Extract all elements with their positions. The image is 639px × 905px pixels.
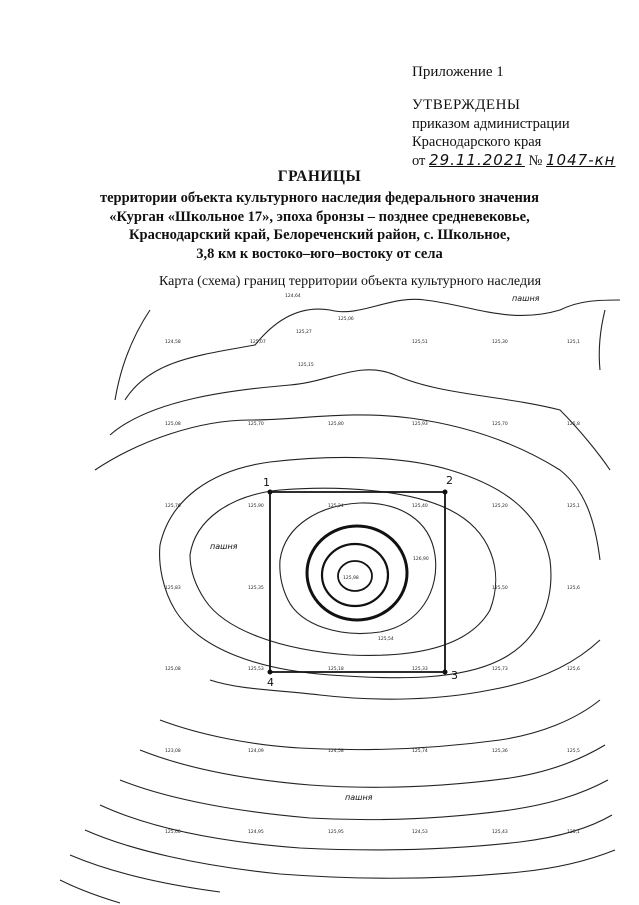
order-number: 1047-кн — [546, 151, 616, 169]
elevation-mark: 124,09 — [248, 749, 264, 754]
map-caption: Карта (схема) границ территории объекта культурного наследия — [158, 274, 542, 289]
elevation-mark: 124,58 — [328, 749, 344, 754]
contour-line — [100, 805, 612, 850]
elevation-mark: 125,70 — [492, 422, 508, 427]
elevation-mark: 125,18 — [328, 667, 344, 672]
elevation-mark: 125,24 — [328, 504, 344, 509]
corner-label-4: 4 — [267, 676, 274, 689]
elevation-mark: 125,95 — [328, 830, 344, 835]
elevation-mark: 125,30 — [492, 340, 508, 345]
corner-label-2: 2 — [446, 474, 453, 487]
elevation-mark: 125,6 — [567, 586, 580, 591]
boundary-point-4 — [268, 670, 273, 675]
elevation-mark: 125,08 — [165, 667, 181, 672]
elevation-mark: 125,35 — [248, 586, 264, 591]
elevation-mark: 125,27 — [296, 330, 312, 335]
boundary-point-3 — [443, 670, 448, 675]
elevation-mark: 125,74 — [412, 749, 428, 754]
elevation-mark: 124,53 — [412, 830, 428, 835]
elevation-mark: 125,70 — [248, 422, 264, 427]
elevation-mark: 125,43 — [492, 830, 508, 835]
elevation-mark: 125,6 — [567, 667, 580, 672]
corner-label-3: 3 — [451, 669, 458, 682]
contour-line — [85, 830, 615, 878]
contour-line — [160, 457, 551, 677]
order-date: 29.11.2021 — [429, 151, 525, 169]
elevation-mark: 125,80 — [328, 422, 344, 427]
date-prefix: от — [412, 153, 426, 169]
land-label-arable-ne: пашня — [512, 294, 540, 303]
contour-lines — [60, 299, 620, 903]
contour-line — [140, 745, 605, 787]
elevation-mark: 125,08 — [165, 422, 181, 427]
title-line-2: «Курган «Школьное 17», эпоха бронзы – позднее средневековье, — [109, 208, 530, 225]
title-line-1: территории объекта культурного наследия федерального значения — [99, 190, 539, 206]
contour-line — [125, 299, 620, 400]
contour-line — [110, 370, 610, 470]
boundary-point-1 — [268, 490, 273, 495]
elevation-mark: 125,8 — [567, 422, 580, 427]
document-title: ГРАНИЦЫ — [277, 168, 362, 185]
elevation-mark: 125,1 — [567, 504, 580, 509]
contour-line — [95, 415, 600, 560]
elevation-mark: 125,93 — [412, 422, 428, 427]
title-block — [0, 168, 639, 263]
contour-line — [115, 310, 150, 400]
land-label-arable-s: пашня — [345, 793, 373, 802]
approved-label: УТВЕРЖДЕНЫ — [412, 97, 521, 113]
elevation-mark: 124,58 — [165, 340, 181, 345]
elevation-mark: 125,83 — [165, 586, 181, 591]
contour-line — [70, 855, 220, 892]
elevation-mark: 125,54 — [378, 637, 394, 642]
elevation-mark: 125,1 — [567, 830, 580, 835]
elevation-mark: 125,1 — [567, 340, 580, 345]
elevation-mark: 125,60 — [165, 830, 181, 835]
order-line-1: приказом администрации — [412, 116, 570, 132]
contour-line — [190, 488, 496, 655]
elevation-mark: 125,73 — [492, 667, 508, 672]
order-line-2: Краснодарского края — [412, 134, 542, 150]
elevation-mark: 125,15 — [298, 363, 314, 368]
mound-contours — [307, 526, 407, 620]
elevation-mark: 125,5 — [567, 749, 580, 754]
elevation-mark: 124,64 — [285, 294, 301, 299]
corner-labels — [263, 474, 458, 689]
mound-contour-middle — [322, 544, 388, 606]
elevation-mark: 126,90 — [413, 557, 429, 562]
elevation-mark: 125,40 — [412, 504, 428, 509]
elevation-mark: 125,06 — [338, 317, 354, 322]
contour-map — [0, 290, 639, 905]
elevation-mark: 125,76 — [165, 504, 181, 509]
elevation-mark: 125,51 — [412, 340, 428, 345]
title-line-4: 3,8 км к востоко–юго–востоку от села — [196, 245, 443, 262]
title-line-3: Краснодарский край, Белореченский район, с. Школьное, — [129, 227, 510, 244]
territory-boundary — [270, 492, 445, 672]
elevation-mark: 125,90 — [248, 504, 264, 509]
elevation-mark: 124,95 — [248, 830, 264, 835]
land-label-arable-w: пашня — [210, 542, 238, 551]
corner-label-1: 1 — [263, 476, 270, 489]
elevation-mark: 125,36 — [492, 749, 508, 754]
elevation-mark: 125,53 — [248, 667, 264, 672]
elevation-mark: 125,33 — [412, 667, 428, 672]
appendix-label: Приложение 1 — [412, 64, 504, 80]
contour-line — [280, 503, 436, 633]
elevation-mark: 125,07 — [250, 340, 266, 345]
contour-line — [60, 880, 120, 903]
elevation-mark: 125,20 — [492, 504, 508, 509]
number-sign: № — [528, 153, 543, 169]
elevation-mark: 123,08 — [165, 749, 181, 754]
boundary-point-2 — [443, 490, 448, 495]
contour-line — [160, 700, 600, 750]
elevation-mark: 125,50 — [492, 586, 508, 591]
contour-line — [210, 640, 600, 699]
contour-line — [599, 310, 605, 370]
elevation-marks — [165, 293, 580, 835]
elevation-mark-summit: 125,98 — [343, 576, 359, 581]
